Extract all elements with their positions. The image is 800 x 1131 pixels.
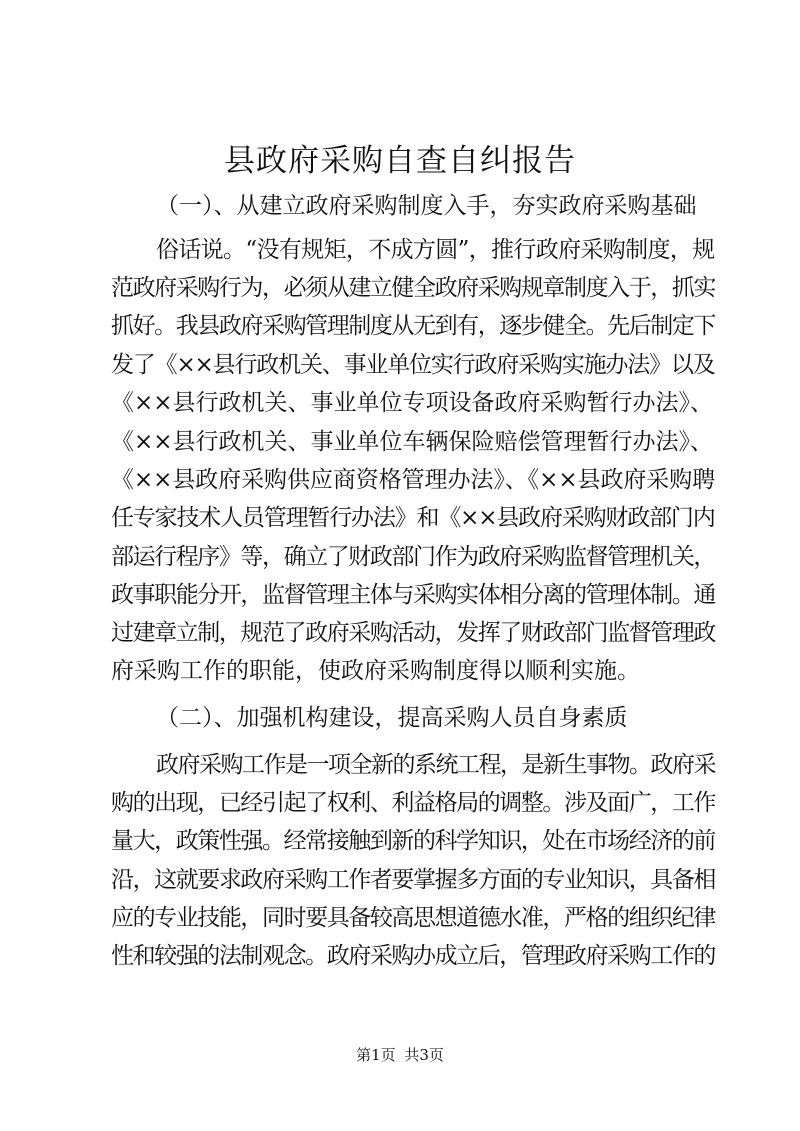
- paragraph-line: 政事职能分开，监督管理主体与采购实体相分离的管理体制。通: [111, 582, 716, 608]
- paragraph-line: 发了《××县行政机关、事业单位实行政府采购实施办法》以及: [111, 352, 715, 378]
- section-heading-2: （二）、加强机构建设，提高采购人员自身素质: [156, 705, 628, 731]
- paragraph-line: 任专家技术人员管理暂行办法》和《××县政府采购财政部门内: [111, 505, 715, 531]
- paragraph-line: 抓好。我县政府采购管理制度从无到有，逐步健全。先后制定下: [111, 313, 716, 339]
- paragraph-line: 政府采购工作是一项全新的系统工程，是新生事物。政府采: [156, 752, 715, 778]
- paragraph-line: 《××县行政机关、事业单位专项设备政府采购暂行办法》、: [111, 390, 714, 416]
- page-total: 共3页: [404, 1046, 444, 1064]
- page-number: 第1页: [356, 1046, 396, 1064]
- paragraph-line: 应的专业技能，同时要具备较高思想道德水准，严格的组织纪律: [111, 905, 716, 931]
- paragraph-line: 《××县政府采购供应商资格管理办法》、《××县政府采购聘: [111, 467, 716, 493]
- section-heading-1: （一）、从建立政府采购制度入手，夯实政府采购基础: [156, 193, 697, 219]
- paragraph-line: 过建章立制，规范了政府采购活动，发挥了财政部门监督管理政: [111, 620, 716, 646]
- paragraph-line: 府采购工作的职能，使政府采购制度得以顺利实施。: [111, 658, 640, 684]
- paragraph-line: 购的出现，已经引起了权利、利益格局的调整。涉及面广，工作: [111, 790, 716, 816]
- paragraph-line: 《××县行政机关、事业单位车辆保险赔偿管理暂行办法》、: [111, 429, 714, 455]
- paragraph-line: 沿，这就要求政府采购工作者要掌握多方面的专业知识，具备相: [111, 867, 716, 893]
- paragraph-line: 量大，政策性强。经常接触到新的科学知识，处在市场经济的前: [111, 828, 716, 854]
- paragraph-line: 性和较强的法制观念。政府采购办成立后，管理政府采购工作的: [111, 943, 716, 969]
- paragraph-line: 部运行程序》等，确立了财政部门作为政府采购监督管理机关，: [111, 544, 716, 570]
- paragraph-line: 俗话说。“没有规矩，不成方圆”，推行政府采购制度，规: [156, 237, 715, 263]
- page-footer: [0, 1045, 800, 1065]
- paragraph-line: 范政府采购行为，必须从建立健全政府采购规章制度入于，抓实: [111, 275, 716, 301]
- document-title: 县政府采购自查自纠报告: [224, 143, 576, 179]
